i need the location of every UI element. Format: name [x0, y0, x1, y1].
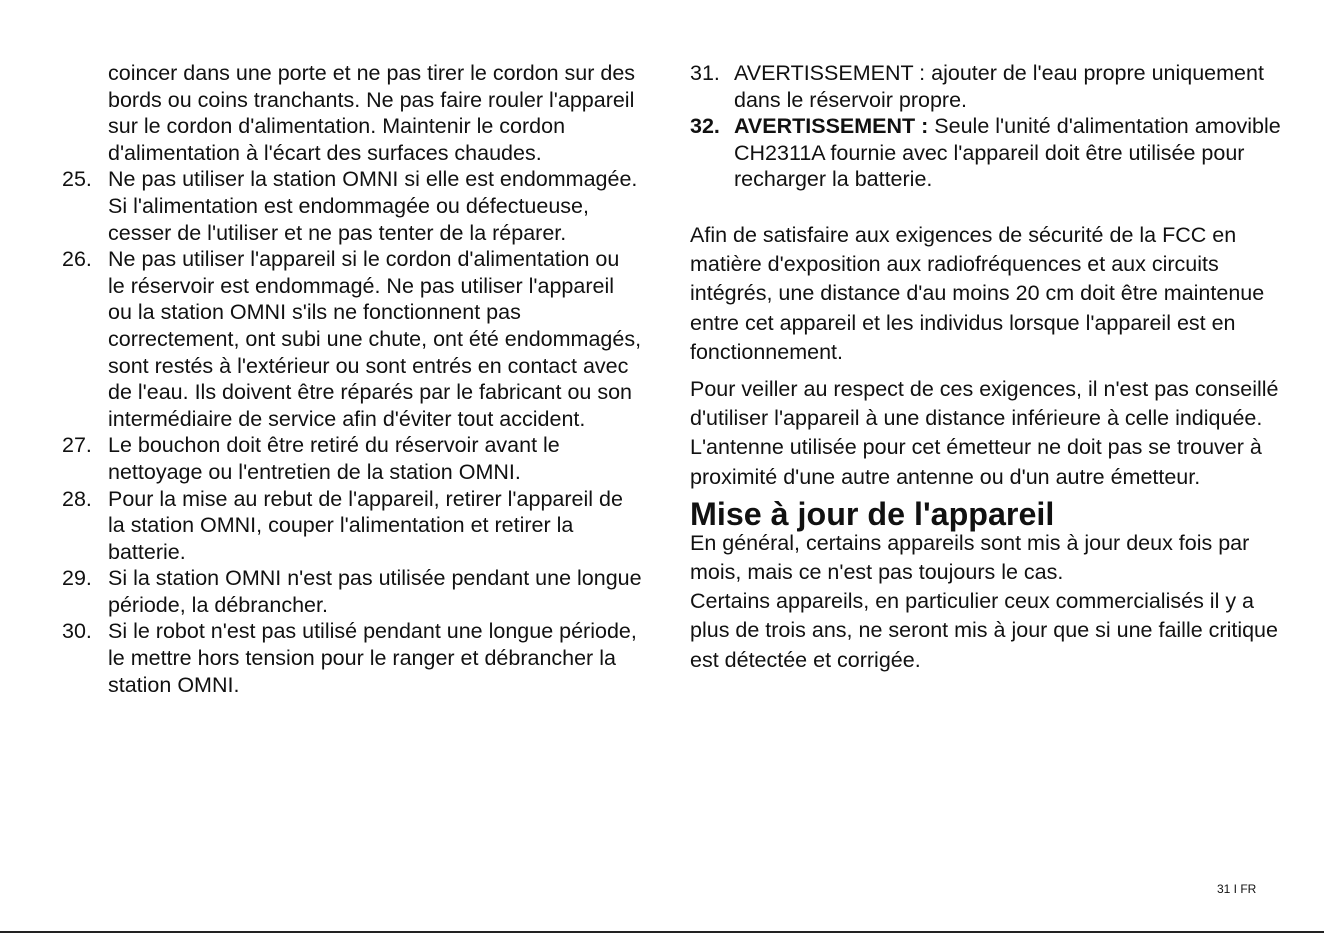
list-item-number: 28.: [62, 486, 92, 511]
list-item-text: Si le robot n'est pas utilisé pendant une longue période, le mettre hors tension pour le ranger et débrancher la station OMNI.: [108, 619, 637, 697]
list-item-29: [62, 565, 642, 618]
update-heading: Mise à jour de l'appareil: [690, 495, 1055, 532]
list-item-text: Ne pas utiliser la station OMNI si elle est endommagée. Si l'alimentation est endommagée ou défectueuse, cesser de l'utiliser et ne pas tenter de la réparer.: [108, 167, 638, 245]
right-column: [690, 60, 1290, 675]
list-item-30: [62, 618, 642, 698]
list-item-text: Seule l'unité d'alimentation amovible CH2311A fournie avec l'appareil doit être utilisée pour recharger la batterie.: [734, 114, 1281, 192]
list-item-32: [690, 113, 1290, 193]
list-item-text: Le bouchon doit être retiré du réservoir avant le nettoyage ou l'entretien de la station OMNI.: [108, 433, 560, 484]
left-column: [62, 60, 642, 698]
list-item-number: 31.: [690, 61, 720, 85]
spacer: [690, 367, 1290, 375]
list-item-text-wrapper: [734, 113, 1290, 193]
list-item-text: Si la station OMNI n'est pas utilisée pendant une longue période, la débrancher.: [108, 566, 642, 617]
list-item-number: 26.: [62, 247, 92, 272]
update-frequency-paragraph: En général, certains appareils sont mis à jour deux fois par mois, mais ce n'est pas toujours le cas.: [690, 530, 1250, 584]
warning-lead: AVERTISSEMENT :: [734, 114, 929, 139]
list-item-28: [62, 486, 642, 566]
list-item-number: 25.: [62, 167, 92, 192]
list-item-31: [690, 60, 1290, 113]
fcc-exposure-paragraph: Afin de satisfaire aux exigences de sécurité de la FCC en matière d'exposition aux radiofréquences et aux circuits intégrés, une distance d'au moins 20 cm doit être maintenue entre cet appareil et les individus lorsque l'appareil est en fonctionnement.: [690, 222, 1265, 364]
list-item-number: 27.: [62, 433, 92, 458]
fcc-antenna-paragraph: Pour veiller au respect de ces exigences, il n'est pas conseillé d'utiliser l'appareil à une distance inférieure à celle indiquée. L'antenne utilisée pour cet émetteur ne doit pas se trouver à proximité d'une autre antenne ou d'un autre émetteur.: [690, 376, 1279, 489]
list-item-text: Ne pas utiliser l'appareil si le cordon d'alimentation ou le réservoir est endommagé. Ne pas utiliser l'appareil ou la station OMNI s'ils ne fonctionnent pas correctement, ont subi une chute, ont été endommagés, sont restés à l'extérieur ou sont entrés en contact avec de l'eau. Ils doivent être réparés par le fabricant ou son intermédiaire de service afin d'éviter tout accident.: [108, 247, 642, 431]
continued-list-item-text: coincer dans une porte et ne pas tirer le cordon sur des bords ou coins tranchants. Ne pas faire rouler l'appareil sur le cordon d'alimentation. Maintenir le cordon d'alimentation à l'écart des surfaces chaudes.: [108, 61, 636, 165]
list-item-26: [62, 246, 642, 432]
list-item-number: 32.: [690, 114, 720, 139]
list-item-text: AVERTISSEMENT : ajouter de l'eau propre uniquement dans le réservoir propre.: [734, 61, 1264, 112]
list-item-number: 29.: [62, 566, 92, 591]
list-item-number: 30.: [62, 619, 92, 644]
spacer: [690, 193, 1290, 221]
page-number: 31 I FR: [1217, 882, 1257, 896]
list-item-text: Pour la mise au rebut de l'appareil, retirer l'appareil de la station OMNI, couper l'alimentation et retirer la batterie.: [108, 486, 623, 564]
list-item-27: [62, 432, 642, 485]
list-item-25: [62, 166, 642, 246]
update-exception-paragraph: Certains appareils, en particulier ceux commercialisés il y a plus de trois ans, ne seront mis à jour que si une faille critique est détectée et corrigée.: [690, 589, 1278, 672]
